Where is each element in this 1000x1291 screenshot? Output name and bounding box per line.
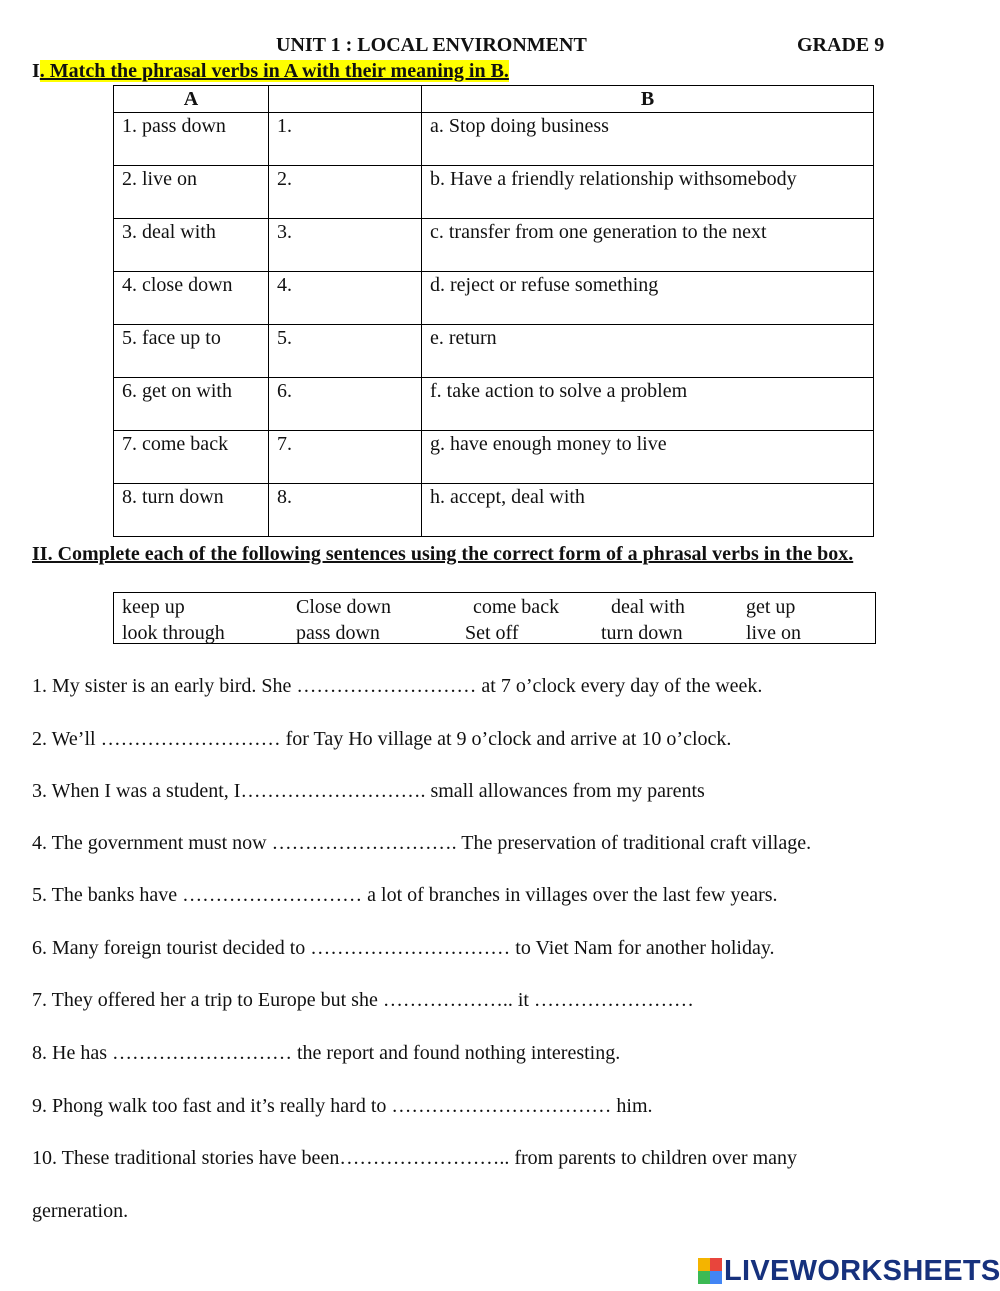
question-8: 8. He has ……………………… the report and found nothing interesting.	[32, 1042, 621, 1064]
liveworksheets-logo-icon	[698, 1258, 722, 1284]
question-9: 9. Phong walk too fast and it’s really hard to …………………………… him.	[32, 1095, 653, 1117]
meaning: h. accept, deal with	[422, 484, 874, 537]
question-1: 1. My sister is an early bird. She ……………………… at 7 o’clock every day of the week.	[32, 675, 763, 697]
meaning: c. transfer from one generation to the next	[422, 219, 874, 272]
question-2: 2. We’ll ……………………… for Tay Ho village at 9 o’clock and arrive at 10 o’clock.	[32, 728, 732, 750]
answer-cell[interactable]: 7.	[269, 431, 422, 484]
meaning: d. reject or refuse something	[422, 272, 874, 325]
question-10: 10. These traditional stories have been…………………….. from parents to children over many	[32, 1147, 797, 1169]
question-7: 7. They offered her a trip to Europe but she ……………….. it ……………………	[32, 989, 694, 1011]
worksheet-title: UNIT 1 : LOCAL ENVIRONMENT	[276, 34, 587, 56]
question-6: 6. Many foreign tourist decided to ………………………… to Viet Nam for another holiday.	[32, 937, 775, 959]
meaning: g. have enough money to live	[422, 431, 874, 484]
answer-cell[interactable]: 8.	[269, 484, 422, 537]
phrasal-verb: 6. get on with	[114, 378, 269, 431]
question-3: 3. When I was a student, I………………………. small allowances from my parents	[32, 780, 705, 802]
answer-column-header	[269, 86, 422, 113]
answer-cell[interactable]: 6.	[269, 378, 422, 431]
answer-cell[interactable]: 2.	[269, 166, 422, 219]
box-word: Close down	[296, 596, 391, 618]
table-row	[114, 113, 874, 166]
section-1-heading	[32, 60, 509, 83]
column-b-header: B	[422, 86, 874, 113]
phrasal-verb: 2. live on	[114, 166, 269, 219]
logo-text: LIVEWORKSHEETS	[724, 1254, 1000, 1287]
meaning: b. Have a friendly relationship withsomebody	[422, 166, 874, 219]
grade-label: GRADE 9	[797, 34, 885, 56]
column-a-header: A	[114, 86, 269, 113]
liveworksheets-logo	[698, 1256, 1000, 1286]
question-4: 4. The government must now ………………………. The preservation of traditional craft village.	[32, 832, 812, 854]
table-row	[114, 431, 874, 484]
box-word: pass down	[296, 622, 380, 644]
question-10-continued: gerneration.	[32, 1200, 129, 1222]
box-word: turn down	[601, 622, 683, 644]
box-word: live on	[746, 622, 801, 644]
table-row	[114, 219, 874, 272]
box-word: get up	[746, 596, 796, 618]
table-row	[114, 325, 874, 378]
phrasal-verb: 1. pass down	[114, 113, 269, 166]
answer-cell[interactable]: 3.	[269, 219, 422, 272]
meaning: f. take action to solve a problem	[422, 378, 874, 431]
phrasal-verb: 4. close down	[114, 272, 269, 325]
section-1-title: . Match the phrasal verbs in A with their meaning in B.	[39, 60, 509, 82]
table-row	[114, 484, 874, 537]
box-word: Set off	[465, 622, 519, 644]
matching-table	[113, 85, 874, 537]
answer-cell[interactable]: 1.	[269, 113, 422, 166]
box-word: deal with	[611, 596, 685, 618]
answer-cell[interactable]: 4.	[269, 272, 422, 325]
box-word: look through	[122, 622, 225, 644]
phrasal-verb: 3. deal with	[114, 219, 269, 272]
table-row	[114, 378, 874, 431]
phrasal-verb: 7. come back	[114, 431, 269, 484]
box-word: come back	[473, 596, 560, 618]
section-2-heading: II. Complete each of the following sentences using the correct form of a phrasal verbs in the box.	[32, 543, 854, 565]
word-box	[113, 592, 876, 644]
table-row	[114, 272, 874, 325]
phrasal-verb: 5. face up to	[114, 325, 269, 378]
table-header-row	[114, 86, 874, 113]
table-row	[114, 166, 874, 219]
phrasal-verb: 8. turn down	[114, 484, 269, 537]
question-5: 5. The banks have ……………………… a lot of branches in villages over the last few years.	[32, 884, 778, 906]
section-1-number: I	[32, 60, 40, 82]
meaning: a. Stop doing business	[422, 113, 874, 166]
box-word: keep up	[122, 596, 185, 618]
answer-cell[interactable]: 5.	[269, 325, 422, 378]
meaning: e. return	[422, 325, 874, 378]
